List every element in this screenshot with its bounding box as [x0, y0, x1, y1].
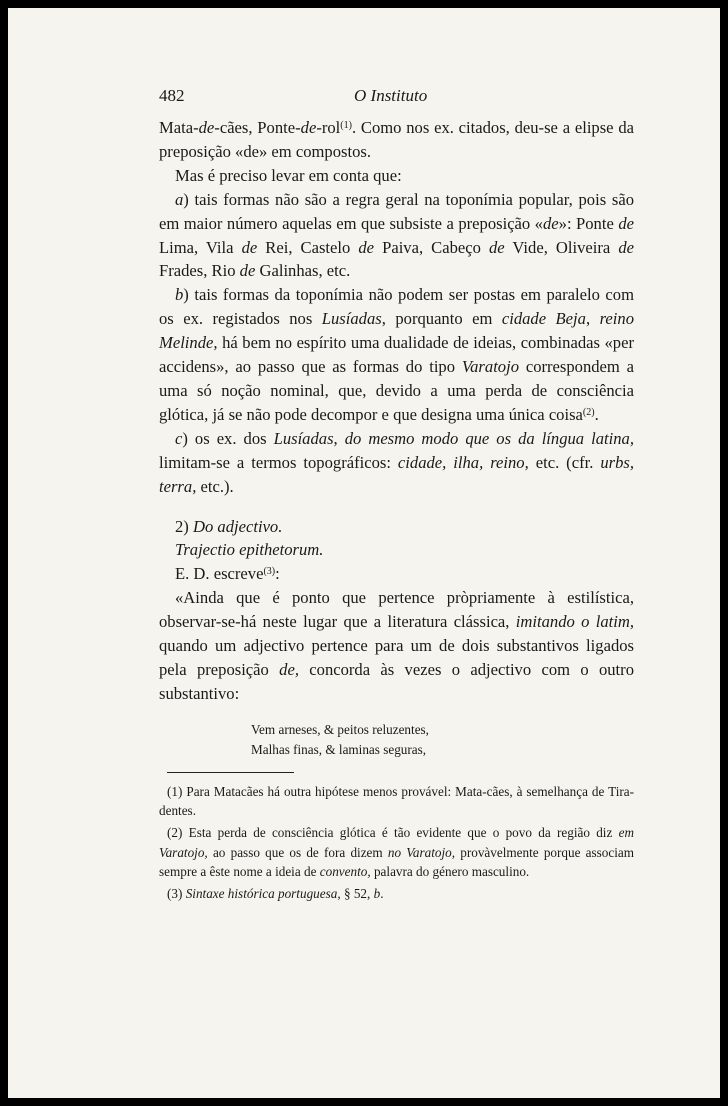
- book-page: [8, 8, 720, 1098]
- running-title: O Instituto: [354, 86, 428, 105]
- section-heading: 2) Do adjectivo.: [175, 516, 283, 536]
- footnotes: [159, 782, 634, 904]
- verse-quotation: [251, 720, 634, 760]
- page-header: [159, 82, 634, 116]
- paragraph-b: b) tais formas da toponímia não podem ser postas em paralelo com os ex. registados nos Lusíadas, porquanto em cidade Beja, reino Melinde, há bem no espírito uma dualidade de ideias, combinadas «per accidens», ao passo que as formas do tipo Varatojo correspondem a uma só noção nominal, que, devido a uma perda de consciência glótica, já se não pode decompor e que designa uma única coisa$^{(2)}$.: [159, 285, 634, 424]
- paragraph-c: c) os ex. dos Lusíadas, do mesmo modo que os da língua latina, limitam-se a termos topográficos: cidade, ilha, reino, etc. (cfr. urbs, terra, etc.).: [159, 428, 635, 496]
- main-text: [159, 116, 634, 706]
- footnote-divider: [167, 772, 294, 773]
- paragraph-quote: «Ainda que é ponto que pertence pròpriamente à estilística, observar-se-há neste lugar que a literatura clássica, imitando o latim, quando um adjectivo pertence para um de dois substantivos ligados pela preposição de, concorda às vezes o adjectivo com o outro substantivo:: [159, 588, 634, 703]
- paragraph-compounds: Mata-de-cães, Ponte-de-rol$^{(1)}$. Como nos ex. citados, deu-se a elipse da preposição «de» em compostos.: [159, 118, 634, 161]
- paragraph-a: a) tais formas não são a regra geral na toponímia popular, pois são em maior número aquelas em que subsiste a preposição «de»: Ponte de Lima, Vila de Rei, Castelo de Paiva, Cabeço de Vide, Oliveira de Frades, Rio de Galinhas, etc.: [159, 189, 634, 281]
- footnote-ref-2: (2): [582, 406, 595, 418]
- page-number: 482: [159, 86, 185, 105]
- footnote-ref-1: (1): [340, 120, 352, 131]
- footnote-1: (1) Para Matacães há outra hipótese menos provável: Mata-cães, à semelhança de Tira-dentes.: [159, 783, 634, 819]
- footnote-2: (2) Esta perda de consciência glótica é tão evidente que o povo da região diz em Varatojo, ao passo que os de fora dizem no Varatojo, provàvelmente porque associam sempre a êste nome a ideia de convento, palavra do género masculino.: [159, 825, 634, 879]
- paragraph-intro: Mas é preciso levar em conta que:: [175, 165, 402, 185]
- subsection-heading: Trajectio epithetorum.: [175, 540, 324, 560]
- footnote-ref-3: (3): [263, 566, 276, 578]
- page-content: [159, 82, 634, 904]
- footnote-3: (3) Sintaxe histórica portuguesa, § 52, b.: [167, 886, 384, 902]
- verse-line: Vem arneses, & peitos reluzentes,: [251, 721, 429, 737]
- verse-line: Malhas finas, & laminas seguras,: [251, 741, 427, 757]
- paragraph-citation-intro: E. D. escreve$^{(3)}$:: [175, 564, 280, 584]
